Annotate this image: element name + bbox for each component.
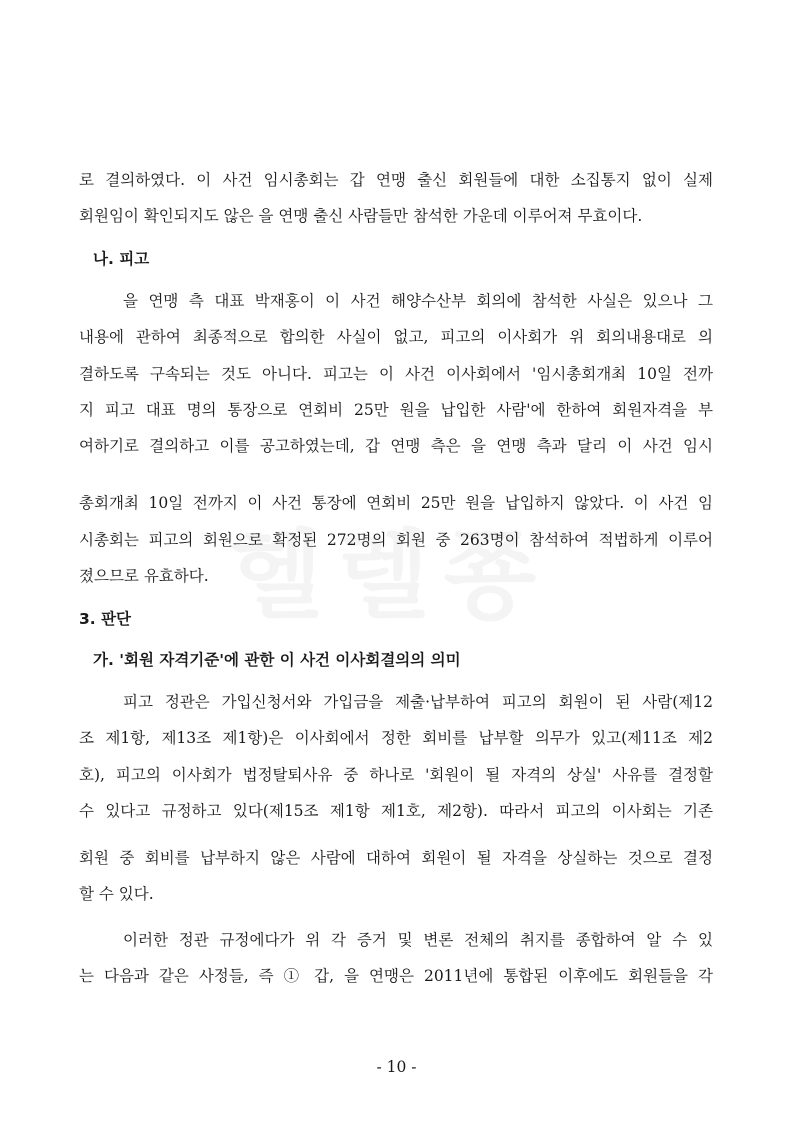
body-line: 조 제1항, 제13조 제1항)은 이사회에서 정한 회비를 납부할 의무가 있고(제11조 제2	[79, 729, 713, 747]
body-line: 내용에 관하여 최종적으로 합의한 사실이 없고, 피고의 이사회가 위 회의내용대로 의	[79, 328, 713, 346]
body-line: 호), 피고의 이사회가 법정탈퇴사유 중 하나로 '회원이 될 자격의 상실' 사유를 결정할	[79, 766, 713, 784]
body-line: 수 있다고 규정하고 있다(제15조 제1항 제1호, 제2항). 따라서 피고의 이사회는 기존	[79, 802, 713, 820]
body-line: 지 피고 대표 명의 통장으로 연회비 25만 원을 납입한 사람'에 한하여 회원자격을 부	[79, 401, 713, 419]
body-line: 피고 정관은 가입신청서와 가입금을 제출·납부하여 피고의 회원이 된 사람(제12	[123, 693, 713, 711]
section-heading-defendant: 나. 피고	[93, 250, 150, 268]
body-line: 시총회는 피고의 회원으로 확정된 272명의 회원 중 263명이 참석하여 적법하게 이루어	[79, 531, 713, 549]
body-line: 결하도록 구속되는 것도 아니다. 피고는 이 사건 이사회에서 '임시총회개최 10일 전까	[79, 365, 713, 383]
body-line: 졌으므로 유효하다.	[79, 567, 209, 585]
body-line: 로 결의하였다. 이 사건 임시총회는 갑 연맹 출신 회원들에 대한 소집통지 없이 실제	[79, 171, 713, 189]
body-line: 회원임이 확인되지도 않은 을 연맹 출신 사람들만 참석한 가운데 이루어져 무효이다.	[79, 207, 643, 225]
body-line: 는 다음과 같은 사정들, 즉 ① 갑, 을 연맹은 2011년에 통합된 이후에도 회원들을 각	[79, 967, 713, 985]
section-heading-judgment: 3. 판단	[79, 610, 132, 628]
body-line: 할 수 있다.	[79, 885, 154, 903]
subsection-heading-membership: 가. '회원 자격기준'에 관한 이 사건 이사회결의의 의미	[93, 651, 461, 669]
body-line: 총회개최 10일 전까지 이 사건 통장에 연회비 25만 원을 납입하지 않았다. 이 사건 임	[79, 494, 713, 512]
body-line: 을 연맹 측 대표 박재홍이 이 사건 해양수산부 회의에 참석한 사실은 있으나 그	[123, 292, 713, 310]
page-number: - 10 -	[376, 1058, 417, 1076]
body-line: 이러한 정관 규정에다가 위 각 증거 및 변론 전체의 취지를 종합하여 알 수 있	[123, 931, 713, 949]
body-line: 회원 중 회비를 납부하지 않은 사람에 대하여 회원이 될 자격을 상실하는 것으로 결정	[79, 849, 713, 867]
body-line: 여하기로 결의하고 이를 공고하였는데, 갑 연맹 측은 을 연맹 측과 달리 이 사건 임시	[79, 437, 713, 455]
